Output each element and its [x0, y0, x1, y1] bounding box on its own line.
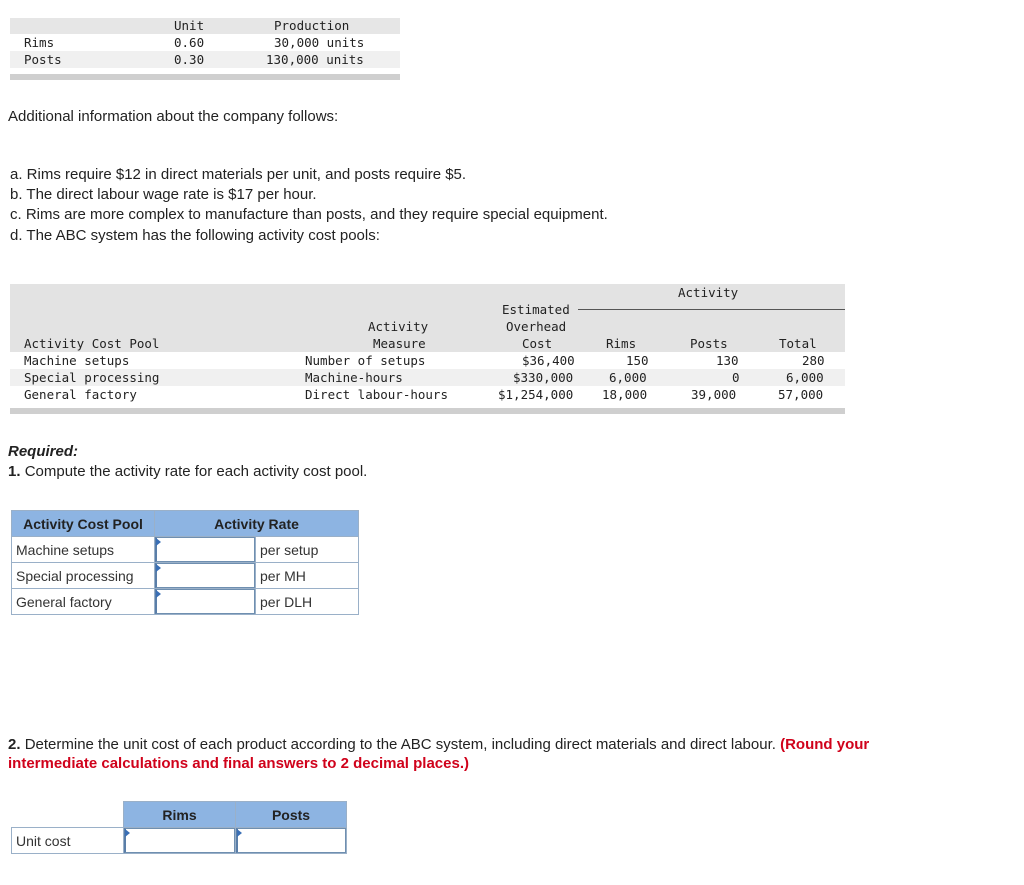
total-setups: 280 — [802, 353, 825, 368]
header-production: Production — [274, 18, 350, 33]
rims-header: Rims — [606, 336, 637, 351]
q1-prompt — [8, 463, 367, 480]
item-c: c. Rims are more complex to manufacture than posts, and they require special equipment. — [10, 206, 608, 223]
measure-header-2: Measure — [373, 336, 426, 351]
measure-machine-hours: Machine-hours — [305, 370, 403, 385]
item-a: a. Rims require $12 in direct materials per unit, and posts require $5. — [10, 166, 467, 183]
q2-prompt — [8, 735, 1020, 773]
machine-setups-rate-input[interactable] — [155, 537, 255, 562]
col-rims: Rims — [124, 802, 236, 828]
q2-number: 2. — [8, 736, 21, 753]
special-processing-rate-input[interactable] — [155, 563, 255, 588]
cost-special: $330,000 — [513, 370, 574, 385]
col-blank — [12, 802, 124, 828]
general-factory-rate-input[interactable] — [155, 589, 255, 614]
row-posts-unit: 0.30 — [174, 52, 205, 67]
q1-number: 1. — [8, 463, 21, 480]
rate-input-cell-machine-setups — [155, 537, 256, 563]
rims-general: 18,000 — [602, 387, 648, 402]
unit-cost-label: Unit cost — [12, 828, 124, 854]
row-rims-unit: 0.60 — [174, 35, 205, 50]
pool-header: Activity Cost Pool — [24, 336, 160, 351]
unit-per-setup: per setup — [256, 537, 359, 563]
rims-special: 6,000 — [609, 370, 647, 385]
q1-text: Compute the activity rate for each activity cost pool. — [24, 463, 368, 480]
pool-machine-setups: Machine setups — [24, 353, 130, 368]
total-special: 6,000 — [786, 370, 824, 385]
cost-header-2: Overhead — [506, 319, 567, 334]
row-rims-production: 30,000 units — [274, 35, 365, 50]
total-header: Total — [779, 336, 817, 351]
posts-setups: 130 — [716, 353, 739, 368]
activity-group-rule — [578, 309, 845, 310]
unit-per-mh: per MH — [256, 563, 359, 589]
cost-header-3: Cost — [522, 336, 553, 351]
posts-header: Posts — [690, 336, 728, 351]
q2-rounding-note-2: intermediate calculations and final answers to 2 decimal places.) — [8, 755, 469, 772]
rate-input-cell-special-processing — [155, 563, 256, 589]
unit-cost-table — [11, 801, 347, 854]
cost-setups: $36,400 — [522, 353, 575, 368]
rims-unit-cost-cell — [124, 828, 236, 854]
posts-general: 39,000 — [691, 387, 737, 402]
col-activity-cost-pool: Activity Cost Pool — [12, 511, 155, 537]
posts-special: 0 — [732, 370, 740, 385]
row-rims-label: Rims — [24, 35, 55, 50]
activity-rate-table — [11, 510, 359, 615]
rims-unit-cost-input[interactable] — [124, 828, 235, 853]
rate-row-label-general-factory: General factory — [12, 589, 155, 615]
q2-text: Determine the unit cost of each product according to the ABC system, including direct materials and direct labour. — [24, 736, 776, 753]
col-activity-rate: Activity Rate — [155, 511, 359, 537]
activity-cost-pools-table — [10, 284, 845, 414]
required-label: Required: — [8, 443, 79, 460]
measure-dlh: Direct labour-hours — [305, 387, 448, 402]
unit-per-dlh: per DLH — [256, 589, 359, 615]
total-general: 57,000 — [778, 387, 824, 402]
row-posts-label: Posts — [24, 52, 62, 67]
production-table — [10, 18, 400, 80]
posts-unit-cost-cell — [236, 828, 347, 854]
pool-general-factory: General factory — [24, 387, 137, 402]
measure-header-1: Activity — [368, 319, 429, 334]
row-posts-production: 130,000 units — [266, 52, 364, 67]
q2-rounding-note-1: (Round your — [780, 736, 870, 753]
posts-unit-cost-input[interactable] — [236, 828, 346, 853]
item-b: b. The direct labour wage rate is $17 per hour. — [10, 186, 317, 203]
rims-setups: 150 — [626, 353, 649, 368]
rate-input-cell-general-factory — [155, 589, 256, 615]
col-posts: Posts — [236, 802, 347, 828]
header-unit: Unit — [174, 18, 205, 33]
rate-row-label-machine-setups: Machine setups — [12, 537, 155, 563]
measure-setups: Number of setups — [305, 353, 426, 368]
pool-special-processing: Special processing — [24, 370, 160, 385]
rate-row-label-special-processing: Special processing — [12, 563, 155, 589]
activity-group-header: Activity — [678, 285, 739, 300]
item-d: d. The ABC system has the following activity cost pools: — [10, 227, 380, 244]
intro-text: Additional information about the company follows: — [8, 108, 339, 125]
cost-header-1: Estimated — [502, 302, 570, 317]
cost-general: $1,254,000 — [498, 387, 574, 402]
